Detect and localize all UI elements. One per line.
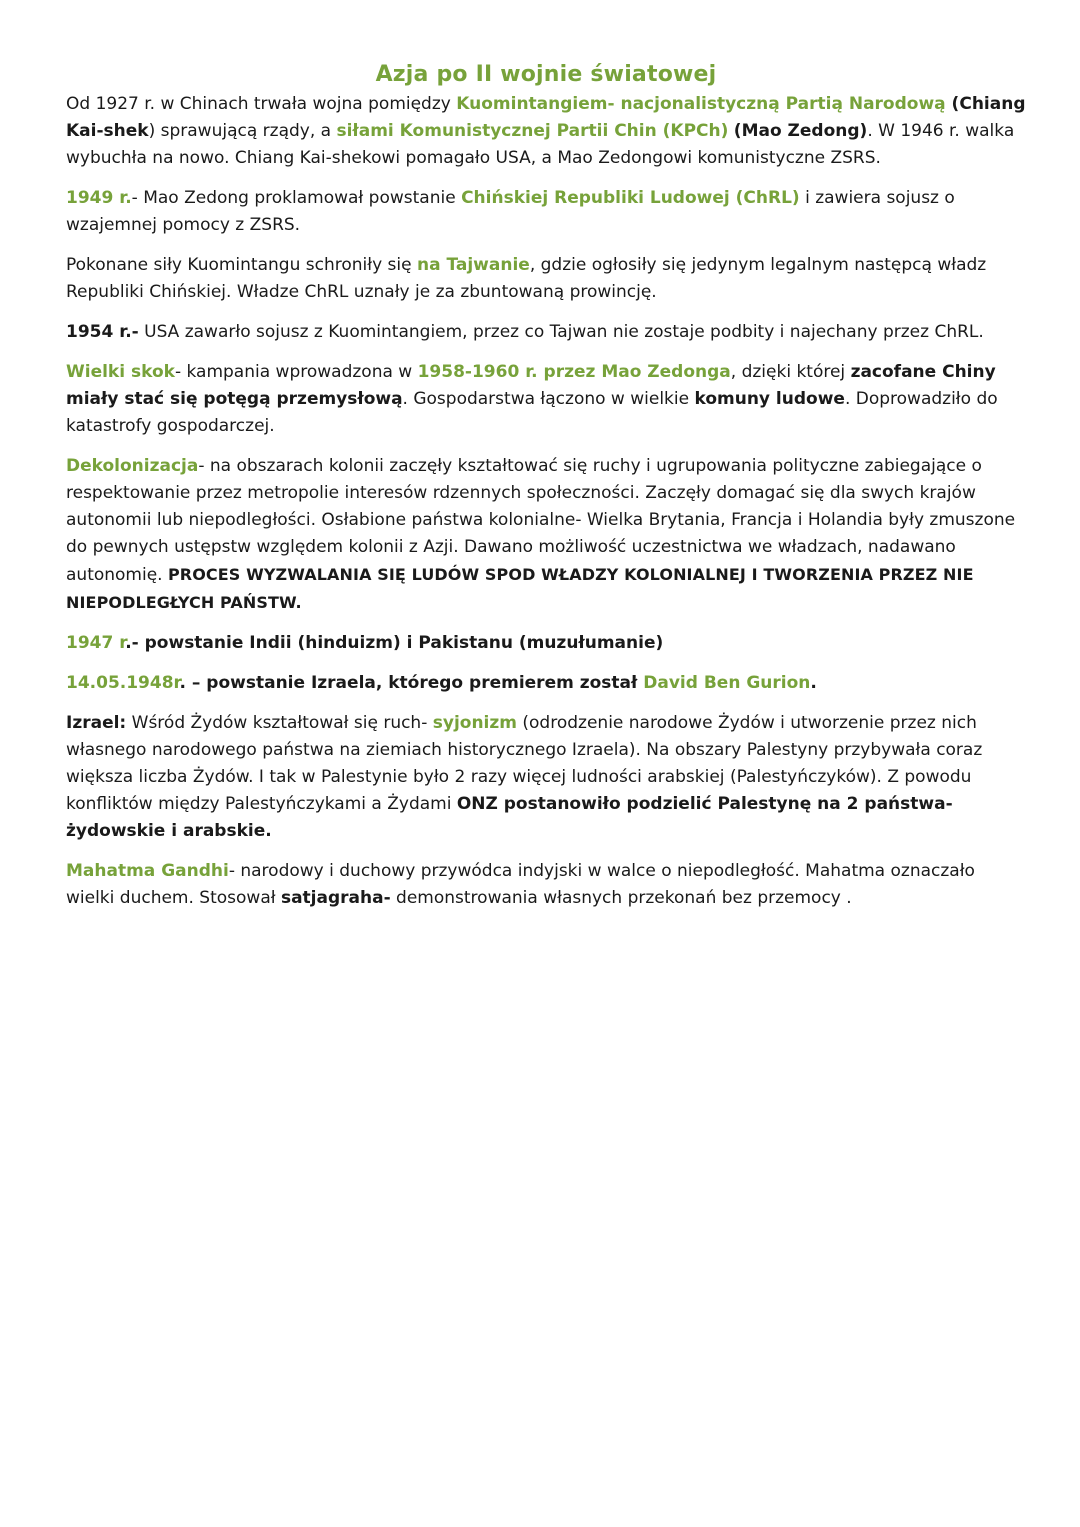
highlight-zionism: syjonizm xyxy=(432,713,517,733)
paragraph-israel-founding xyxy=(66,670,1026,697)
paragraph-taiwan xyxy=(66,252,1026,306)
text: USA zawarło sojusz z Kuomintangiem, przez co Tajwan nie zostaje podbity i najechany przez ChRL. xyxy=(138,322,984,342)
text: Od 1927 r. w Chinach trwała wojna pomiędzy xyxy=(66,94,457,114)
text: , dzięki której xyxy=(730,362,851,382)
text: Wśród Żydów kształtował się ruch- xyxy=(126,713,433,733)
text: (odrodzenie narodowe Żydów i utworzenie przez nich własnego narodowego państwa na ziemiach historycznego Izraela). Na obszary Palestyny przybywała coraz większa liczba Żydów. I tak w Palestynie było 2 razy więcej ludności arabskiej (Palestyńczyków). Z powodu konfliktów między Palestyńczykami a Żydami xyxy=(66,713,983,814)
text: demonstrowania własnych przekonań bez przemocy . xyxy=(390,888,852,908)
paragraph-israel xyxy=(66,710,1026,845)
highlight-kuomintang: Kuomintangiem- nacjonalistyczną Partią Narodową xyxy=(456,94,946,114)
text: - Mao Zedong proklamował powstanie xyxy=(131,188,462,208)
date-1949: 1949 r. xyxy=(66,188,132,208)
page-title: Azja po II wojnie światowej xyxy=(375,62,717,87)
bold-definition: PROCES WYZWALANIA SIĘ LUDÓW SPOD WŁADZY KOLONIALNEJ I TWORZENIA PRZEZ NIE NIEPODLEGŁYCH PAŃSTW. xyxy=(66,565,974,612)
paragraph-great-leap xyxy=(66,359,1026,440)
paragraph-chinese-civil-war xyxy=(66,91,1026,172)
text: , gdzie ogłosiły się jedynym legalnym następcą władz Republiki Chińskiej. Władze ChRL uznały je za zbuntowaną prowincję. xyxy=(66,255,987,302)
text: . W 1946 r. walka wybuchła na nowo. Chiang Kai-shekowi pomagało USA, a Mao Zedongowi komunistyczne ZSRS. xyxy=(66,121,1015,168)
text: ( xyxy=(945,94,960,114)
date-1954: 1954 r.- xyxy=(66,322,139,342)
paragraph-gandhi xyxy=(66,858,1026,912)
bold-people-communes: komuny ludowe xyxy=(694,389,845,409)
paragraph-1947 xyxy=(66,630,1026,657)
highlight-chrl: Chińskiej Republiki Ludowej (ChRL) xyxy=(461,188,800,208)
bold-industrial-power: zacofane Chiny miały stać się potęgą przemysłową xyxy=(66,362,996,409)
text: i zawiera sojusz o wzajemnej pomocy z ZSRS. xyxy=(66,188,955,235)
bold-chiang-kai-shek: Chiang Kai-shek xyxy=(66,94,1026,141)
date-1947: 1947 r xyxy=(66,633,126,653)
bold-mao-zedong: (Mao Zedong) xyxy=(733,121,868,141)
text: . – powstanie Izraela, którego premierem został xyxy=(179,673,644,693)
text: . xyxy=(810,673,817,693)
text: - narodowy i duchowy przywódca indyjski w walce o niepodległość. Mahatma oznaczało wielki duchem. Stosował xyxy=(66,861,975,908)
text: . Doprowadziło do katastrofy gospodarczej. xyxy=(66,389,998,436)
term-gandhi: Mahatma Gandhi xyxy=(66,861,229,881)
term-israel: Izrael: xyxy=(66,713,127,733)
paragraph-decolonization xyxy=(66,453,1026,617)
paragraph-1949 xyxy=(66,185,1026,239)
bold-un-partition: ONZ postanowiło podzielić Palestynę na 2 państwa- żydowskie i arabskie. xyxy=(66,794,953,841)
text: . Gospodarstwa łączono w wielkie xyxy=(402,389,695,409)
text: .- powstanie Indii (hinduizm) i Pakistanu (muzułumanie) xyxy=(125,633,664,653)
text: - kampania wprowadzona w xyxy=(174,362,418,382)
bold-satyagraha: satjagraha- xyxy=(280,888,391,908)
paragraph-1954 xyxy=(66,319,1026,346)
highlight-kpch: siłami Komunistycznej Partii Chin (KPCh) xyxy=(336,121,729,141)
document-page xyxy=(66,62,1026,925)
text: Pokonane siły Kuomintangu schroniły się xyxy=(66,255,417,275)
highlight-1958-1960: 1958-1960 r. przez Mao Zedonga xyxy=(417,362,731,382)
term-great-leap: Wielki skok xyxy=(66,362,175,382)
text: ) sprawującą rządy, a xyxy=(148,121,337,141)
term-decolonization: Dekolonizacja xyxy=(66,456,199,476)
highlight-taiwan: na Tajwanie xyxy=(416,255,530,275)
text: - na obszarach kolonii zaczęły kształtować się ruchy i ugrupowania polityczne zabiegające o respektowanie przez metropolie interesów rdzennych społeczności. Zaczęły domagać się dla swych krajów autonomii lub niepodległości. Osłabione państwa kolonialne- Wielka Brytania, Francja i Holandia były zmuszone do pewnych ustępstw względem kolonii z Azji. Dawano możliwość uczestnictwa we władzach, nadawano autonomię. xyxy=(66,456,1016,585)
date-1948: 14.05.1948r xyxy=(66,673,180,693)
highlight-ben-gurion: David Ben Gurion xyxy=(643,673,811,693)
